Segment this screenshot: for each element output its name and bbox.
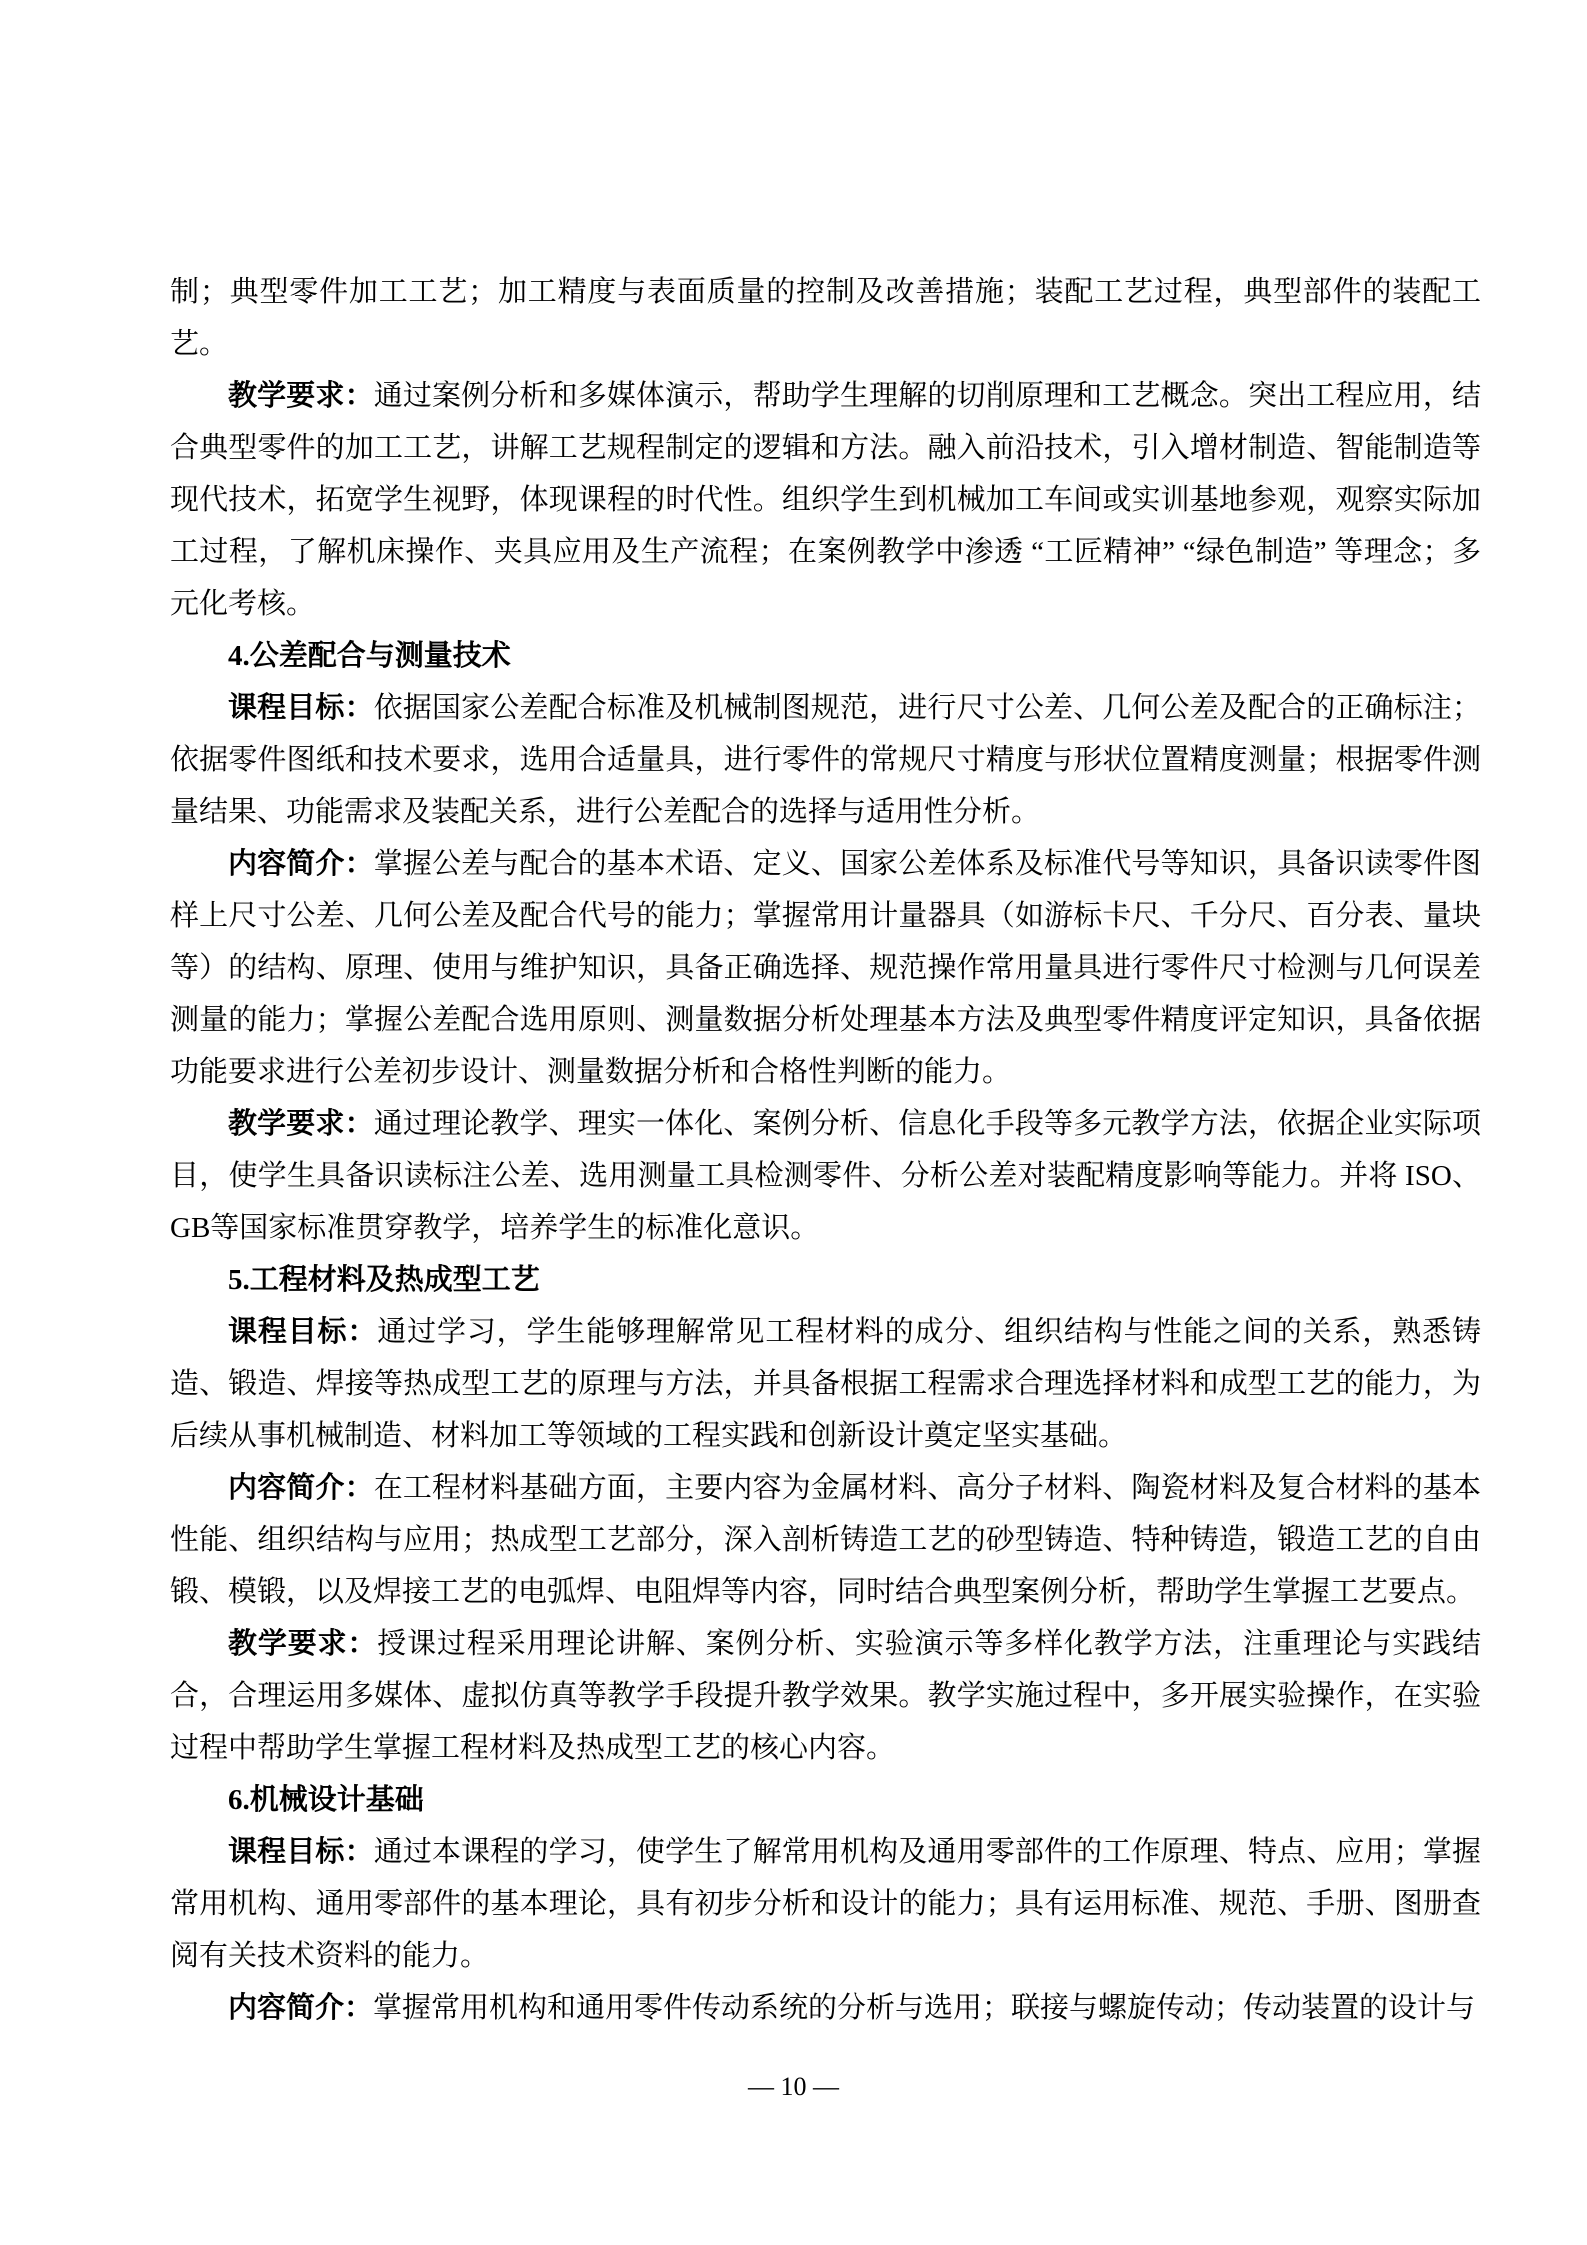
paragraph-teaching-requirements	[170, 370, 1481, 630]
paragraph-label: 内容简介：	[228, 1472, 374, 1504]
heading-text: 4.公差配合与测量技术	[228, 640, 511, 672]
heading-text: 6.机械设计基础	[228, 1784, 424, 1816]
page-body	[170, 266, 1481, 2034]
paragraph-teaching-requirements	[170, 1618, 1481, 1774]
paragraph-content-overview	[170, 1982, 1481, 2034]
heading-text: 5.工程材料及热成型工艺	[228, 1264, 540, 1296]
paragraph-text: 授课过程采用理论讲解、案例分析、实验演示等多样化教学方法，注重理论与实践结合，合理运用多媒体、虚拟仿真等教学手段提升教学效果。教学实施过程中，多开展实验操作，在实验过程中帮助学生掌握工程材料及热成型工艺的核心内容。	[170, 1628, 1481, 1764]
paragraph-text: 通过本课程的学习，使学生了解常用机构及通用零部件的工作原理、特点、应用；掌握常用机构、通用零部件的基本理论，具有初步分析和设计的能力；具有运用标准、规范、手册、图册查阅有关技术资料的能力。	[170, 1836, 1481, 1972]
paragraph-text: 通过学习，学生能够理解常见工程材料的成分、组织结构与性能之间的关系，熟悉铸造、锻造、焊接等热成型工艺的原理与方法，并具备根据工程需求合理选择材料和成型工艺的能力，为后续从事机械制造、材料加工等领域的工程实践和创新设计奠定坚实基础。	[170, 1316, 1481, 1452]
paragraph-course-objectives	[170, 1826, 1481, 1982]
heading-course-4	[170, 630, 1481, 682]
paragraph-text: 掌握公差与配合的基本术语、定义、国家公差体系及标准代号等知识，具备识读零件图样上尺寸公差、几何公差及配合代号的能力；掌握常用计量器具（如游标卡尺、千分尺、百分表、量块等）的结构、原理、使用与维护知识，具备正确选择、规范操作常用量具进行零件尺寸检测与几何误差测量的能力；掌握公差配合选用原则、测量数据分析处理基本方法及典型零件精度评定知识，具备依据功能要求进行公差初步设计、测量数据分析和合格性判断的能力。	[170, 848, 1481, 1088]
paragraph-teaching-requirements	[170, 1098, 1481, 1254]
paragraph-label: 教学要求：	[228, 380, 374, 412]
paragraph-text: 在工程材料基础方面，主要内容为金属材料、高分子材料、陶瓷材料及复合材料的基本性能、组织结构与应用；热成型工艺部分，深入剖析铸造工艺的砂型铸造、特种铸造，锻造工艺的自由锻、模锻，以及焊接工艺的电弧焊、电阻焊等内容，同时结合典型案例分析，帮助学生掌握工艺要点。	[170, 1472, 1481, 1608]
paragraph-label: 教学要求：	[228, 1108, 374, 1140]
paragraph-text: 依据国家公差配合标准及机械制图规范，进行尺寸公差、几何公差及配合的正确标注；依据零件图纸和技术要求，选用合适量具，进行零件的常规尺寸精度与形状位置精度测量；根据零件测量结果、功能需求及装配关系，进行公差配合的选择与适用性分析。	[170, 692, 1481, 828]
paragraph-label: 课程目标：	[228, 1316, 378, 1348]
paragraph-label: 教学要求：	[228, 1628, 378, 1660]
paragraph-label: 课程目标：	[228, 1836, 374, 1868]
paragraph-label: 内容简介：	[228, 848, 374, 880]
paragraph-continuation	[170, 266, 1481, 370]
paragraph-text: 通过案例分析和多媒体演示，帮助学生理解的切削原理和工艺概念。突出工程应用，结合典型零件的加工工艺，讲解工艺规程制定的逻辑和方法。融入前沿技术，引入增材制造、智能制造等现代技术，拓宽学生视野，体现课程的时代性。组织学生到机械加工车间或实训基地参观，观察实际加工过程，了解机床操作、夹具应用及生产流程；在案例教学中渗透 “工匠精神” “绿色制造” 等理念；多元化考核。	[170, 380, 1481, 620]
paragraph-label: 内容简介：	[228, 1992, 374, 2024]
heading-course-5	[170, 1254, 1481, 1306]
heading-course-6	[170, 1774, 1481, 1826]
page-number: — 10 —	[748, 2072, 839, 2101]
paragraph-course-objectives	[170, 682, 1481, 838]
paragraph-label: 课程目标：	[228, 692, 374, 724]
paragraph-text: 掌握常用机构和通用零件传动系统的分析与选用；联接与螺旋传动；传动装置的设计与	[373, 1992, 1476, 2024]
paragraph-course-objectives	[170, 1306, 1481, 1462]
paragraph-text: 制；典型零件加工工艺；加工精度与表面质量的控制及改善措施；装配工艺过程，典型部件的装配工艺。	[170, 276, 1481, 360]
paragraph-text: 通过理论教学、理实一体化、案例分析、信息化手段等多元教学方法，依据企业实际项目，使学生具备识读标注公差、选用测量工具检测零件、分析公差对装配精度影响等能力。并将 ISO、GB等国家标准贯穿教学，培养学生的标准化意识。	[170, 1108, 1481, 1244]
paragraph-content-overview	[170, 838, 1481, 1098]
paragraph-content-overview	[170, 1462, 1481, 1618]
